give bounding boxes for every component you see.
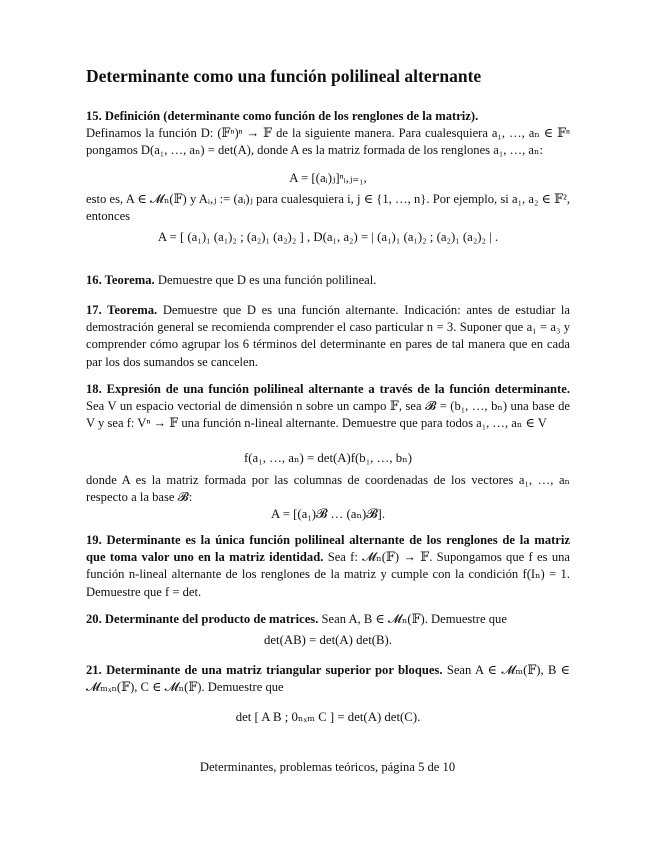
exercise-20-text: Sean A, B ∈ 𝓜ₙ(𝔽). Demuestre que	[321, 612, 507, 626]
definition-15-text2: esto es, A ∈ 𝓜ₙ(𝔽) y Aᵢ,ⱼ := (aᵢ)ⱼ para cualesquiera i, j ∈ {1, …, n}. Por ejemplo, si a₁, a₂ ∈ 𝔽², entonces	[86, 192, 570, 224]
exercise-20	[86, 611, 570, 628]
theorem-16-text: Demuestre que D es una función polilineal.	[157, 273, 377, 287]
page-title: Determinante como una función polilineal alternante	[86, 66, 482, 86]
exercise-19-heading: 19. Determinante es la única función polilineal alternante de los renglones de la matriz que toma valor uno en la matriz identidad.	[86, 533, 570, 565]
page-footer: Determinantes, problemas teóricos, página 5 de 10	[199, 760, 456, 774]
exercise-20-formula: det(AB) = det(A) det(B).	[263, 633, 393, 647]
exercise-18-text: Sea V un espacio vectorial de dimensión n sobre un campo 𝔽, sea 𝓑 = (b₁, …, bₙ) una base de V y sea f: Vⁿ → 𝔽 una función n-lineal alternante. Demuestre que para todos a₁, …, aₙ ∈ V	[86, 399, 570, 431]
exercise-18	[86, 381, 570, 433]
exercise-18-formula2: A = [(a₁)𝓑 … (aₙ)𝓑].	[270, 507, 386, 521]
theorem-16-heading: 16. Teorema.	[86, 273, 155, 287]
theorem-16	[86, 272, 570, 289]
definition-15-formula: A = [(aᵢ)ⱼ]ⁿᵢ,ⱼ₌₁,	[289, 171, 367, 185]
exercise-21-heading: 21. Determinante de una matriz triangular superior por bloques.	[86, 663, 443, 677]
exercise-19-text: Sea f: 𝓜ₙ(𝔽) → 𝔽. Supongamos que f es una función n-lineal alternante de los renglones de la matriz y cumple con la condición f(Iₙ) = 1. Demuestre que f = det.	[86, 550, 571, 599]
exercise-21	[86, 662, 570, 696]
exercise-18-formula: f(a₁, …, aₙ) = det(A)f(b₁, …, bₙ)	[244, 451, 412, 465]
definition-15-matrix-formula: A = [ (a₁)₁ (a₁)₂ ; (a₂)₁ (a₂)₂ ] , D(a₁, a₂) = | (a₁)₁ (a₁)₂ ; (a₂)₁ (a₂)₂ | .	[157, 230, 499, 244]
exercise-18-text2: donde A es la matriz formada por las columnas de coordenadas de los vectores a₁, …, aₙ respecto a la base 𝓑:	[86, 473, 570, 505]
definition-15-text: Definamos la función D: (𝔽ⁿ)ⁿ → 𝔽 de la siguiente manera. Para cualesquiera a₁, …, aₙ ∈ 𝔽ⁿ pongamos D(a₁, …, aₙ) = det(A), donde A es la matriz formada de los renglones a₁, …, aₙ:	[86, 126, 570, 158]
exercise-19	[86, 532, 570, 601]
exercise-18-heading: 18. Expresión de una función polilineal alternante a través de la función determinante.	[86, 382, 570, 396]
definition-15	[86, 108, 570, 160]
exercise-21-formula: det [ A B ; 0ₙₓₘ C ] = det(A) det(C).	[235, 710, 421, 724]
exercise-21-text: Sean A ∈ 𝓜ₘ(𝔽), B ∈ 𝓜ₘₓₙ(𝔽), C ∈ 𝓜ₙ(𝔽). Demuestre que	[86, 663, 571, 695]
theorem-17-heading: 17. Teorema.	[86, 303, 158, 317]
exercise-20-heading: 20. Determinante del producto de matrices.	[86, 612, 319, 626]
definition-15-heading: 15. Definición (determinante como función de los renglones de la matriz).	[86, 109, 479, 123]
theorem-17-text: Demuestre que D es una función alternante. Indicación: antes de estudiar la demostración general se recomienda comprender el caso particular n = 3. Suponer que a₁ = a₃ y comprender cómo agrupar los 6 términos del determinante en pares de tal manera que en cada par los dos sumandos se cancelen.	[86, 303, 570, 369]
theorem-17	[86, 302, 570, 371]
